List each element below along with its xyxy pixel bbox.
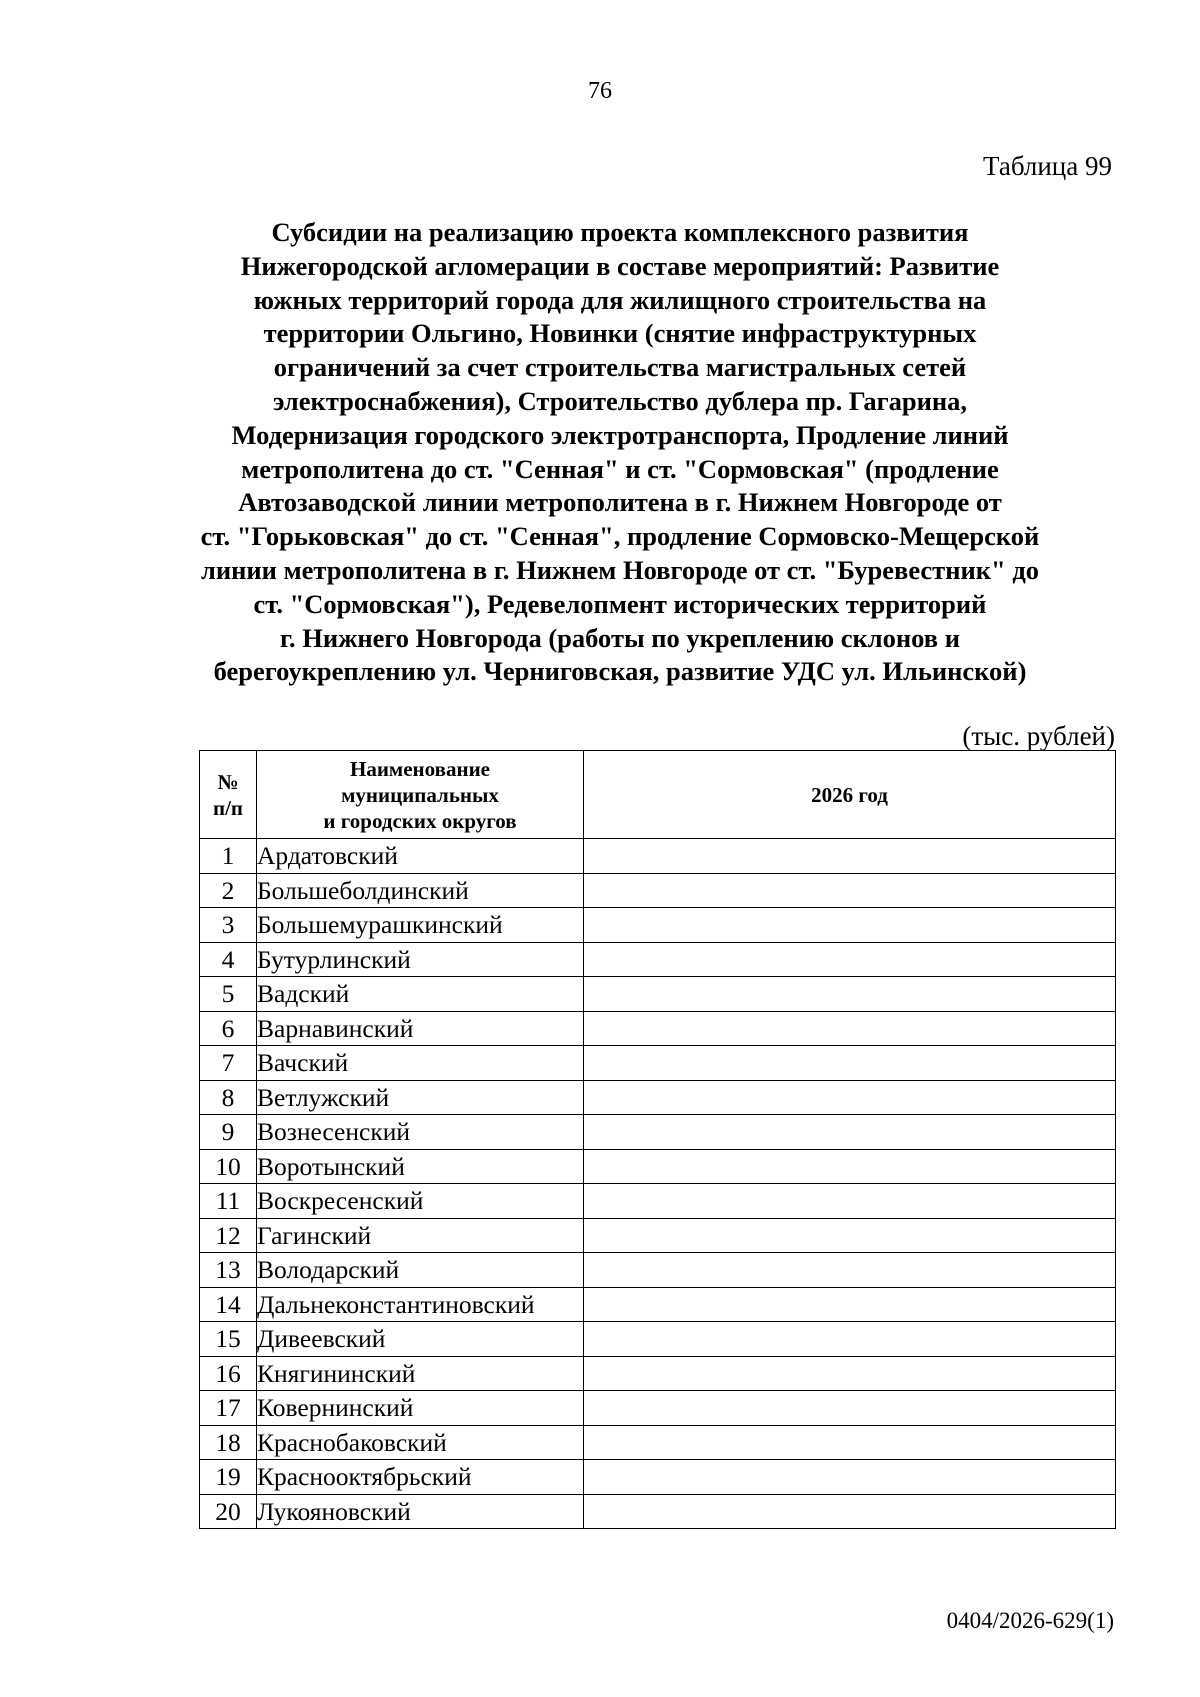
row-number: 14 bbox=[200, 1287, 257, 1322]
page-number: 76 bbox=[588, 78, 612, 104]
title-line: г. Нижнего Новгорода (работы по укреплению склонов и bbox=[280, 622, 960, 653]
municipality-name: Ветлужский bbox=[257, 1080, 584, 1115]
table-row bbox=[200, 977, 1116, 1012]
header-year: 2026 год bbox=[584, 751, 1116, 839]
header-number-line: № bbox=[217, 769, 239, 794]
municipality-name: Володарский bbox=[257, 1253, 584, 1288]
value-2026 bbox=[584, 873, 1116, 908]
value-2026 bbox=[584, 1391, 1116, 1426]
municipality-name: Варнавинский bbox=[257, 1011, 584, 1046]
row-number: 5 bbox=[200, 977, 257, 1012]
title-line: ст. "Сормовская"), Редевелопмент исторических территорий bbox=[253, 588, 987, 619]
table-row bbox=[200, 942, 1116, 977]
municipality-name: Лукояновский bbox=[257, 1494, 584, 1529]
value-2026 bbox=[584, 1494, 1116, 1529]
row-number: 8 bbox=[200, 1080, 257, 1115]
table-row bbox=[200, 1218, 1116, 1253]
row-number: 12 bbox=[200, 1218, 257, 1253]
title-line: ст. "Горьковская" до ст. "Сенная", продление Сормовско-Мещерской bbox=[200, 521, 1040, 552]
header-municipality-line: и городских округов bbox=[323, 808, 517, 833]
municipality-name: Дальнеконстантиновский bbox=[257, 1287, 584, 1322]
header-municipality-line: муниципальных bbox=[341, 782, 499, 807]
row-number: 1 bbox=[200, 839, 257, 874]
municipality-name: Вачский bbox=[257, 1046, 584, 1081]
table-header-row bbox=[200, 751, 1116, 839]
title-line: берегоукреплению ул. Черниговская, развитие УДС ул. Ильинской) bbox=[213, 656, 1027, 687]
value-2026 bbox=[584, 1356, 1116, 1391]
municipality-name: Краснобаковский bbox=[257, 1425, 584, 1460]
municipality-name: Большемурашкинский bbox=[257, 908, 584, 943]
title-line: Модернизация городского электротранспорта, Продление линий bbox=[231, 419, 1009, 450]
title-line: Нижегородской агломерации в составе мероприятий: Развитие bbox=[240, 250, 1000, 281]
municipality-name: Воротынский bbox=[257, 1149, 584, 1184]
table-row bbox=[200, 1149, 1116, 1184]
row-number: 6 bbox=[200, 1011, 257, 1046]
value-2026 bbox=[584, 977, 1116, 1012]
table-row bbox=[200, 1460, 1116, 1495]
row-number: 3 bbox=[200, 908, 257, 943]
table-row bbox=[200, 1494, 1116, 1529]
title-line: электроснабжения), Строительство дублера пр. Гагарина, bbox=[272, 385, 968, 416]
table-row bbox=[200, 1425, 1116, 1460]
row-number: 10 bbox=[200, 1149, 257, 1184]
municipality-name: Вознесенский bbox=[257, 1115, 584, 1150]
document-code: 0404/2026-629(1) bbox=[946, 1608, 1114, 1633]
value-2026 bbox=[584, 1253, 1116, 1288]
row-number: 2 bbox=[200, 873, 257, 908]
value-2026 bbox=[584, 1287, 1116, 1322]
title-line: метрополитена до ст. "Сенная" и ст. "Сормовская" (продление bbox=[241, 453, 999, 484]
municipality-name: Дивеевский bbox=[257, 1322, 584, 1357]
value-2026 bbox=[584, 1115, 1116, 1150]
table-label: Таблица 99 bbox=[983, 151, 1112, 181]
value-2026 bbox=[584, 1460, 1116, 1495]
value-2026 bbox=[584, 908, 1116, 943]
municipality-name: Ковернинский bbox=[257, 1391, 584, 1426]
row-number: 16 bbox=[200, 1356, 257, 1391]
row-number: 4 bbox=[200, 942, 257, 977]
table-row bbox=[200, 1080, 1116, 1115]
row-number: 17 bbox=[200, 1391, 257, 1426]
value-2026 bbox=[584, 1080, 1116, 1115]
header-number-line: п/п bbox=[212, 795, 244, 820]
row-number: 15 bbox=[200, 1322, 257, 1357]
municipality-name: Гагинский bbox=[257, 1218, 584, 1253]
title-line: Субсидии на реализацию проекта комплексного развития bbox=[271, 217, 969, 247]
document-title bbox=[160, 216, 1080, 689]
title-line: южных территорий города для жилищного строительства на bbox=[253, 284, 987, 315]
row-number: 19 bbox=[200, 1460, 257, 1495]
table-body bbox=[200, 839, 1116, 1529]
table-row bbox=[200, 1046, 1116, 1081]
row-number: 9 bbox=[200, 1115, 257, 1150]
municipality-name: Бутурлинский bbox=[257, 942, 584, 977]
title-line: Автозаводской линии метрополитена в г. Нижнем Новгороде от bbox=[238, 487, 1002, 518]
value-2026 bbox=[584, 1425, 1116, 1460]
title-line: линии метрополитена в г. Нижнем Новгороде от ст. "Буревестник" до bbox=[201, 554, 1039, 585]
table-row bbox=[200, 1115, 1116, 1150]
row-number: 18 bbox=[200, 1425, 257, 1460]
value-2026 bbox=[584, 839, 1116, 874]
subsidies-table bbox=[199, 750, 1116, 1529]
table-row bbox=[200, 839, 1116, 874]
value-2026 bbox=[584, 1322, 1116, 1357]
row-number: 7 bbox=[200, 1046, 257, 1081]
table-row bbox=[200, 1322, 1116, 1357]
value-2026 bbox=[584, 1218, 1116, 1253]
municipality-name: Вадский bbox=[257, 977, 584, 1012]
table-row bbox=[200, 1184, 1116, 1219]
value-2026 bbox=[584, 1046, 1116, 1081]
value-2026 bbox=[584, 1011, 1116, 1046]
header-municipality bbox=[257, 751, 584, 839]
title-line: территории Ольгино, Новинки (снятие инфраструктурных bbox=[263, 318, 977, 349]
title-line: ограничений за счет строительства магистральных сетей bbox=[273, 352, 967, 383]
municipality-name: Большеболдинский bbox=[257, 873, 584, 908]
value-2026 bbox=[584, 942, 1116, 977]
municipality-name: Ардатовский bbox=[257, 839, 584, 874]
row-number: 13 bbox=[200, 1253, 257, 1288]
value-2026 bbox=[584, 1149, 1116, 1184]
table-row bbox=[200, 1391, 1116, 1426]
header-municipality-line: Наименование bbox=[350, 756, 490, 781]
table-row bbox=[200, 1011, 1116, 1046]
units-label: (тыс. рублей) bbox=[962, 721, 1115, 751]
row-number: 11 bbox=[200, 1184, 257, 1219]
header-number bbox=[200, 751, 257, 839]
municipality-name: Воскресенский bbox=[257, 1184, 584, 1219]
table-row bbox=[200, 1356, 1116, 1391]
table-row bbox=[200, 873, 1116, 908]
municipality-name: Княгининский bbox=[257, 1356, 584, 1391]
table-row bbox=[200, 908, 1116, 943]
table-row bbox=[200, 1253, 1116, 1288]
table-row bbox=[200, 1287, 1116, 1322]
municipality-name: Краснооктябрьский bbox=[257, 1460, 584, 1495]
value-2026 bbox=[584, 1184, 1116, 1219]
row-number: 20 bbox=[200, 1494, 257, 1529]
